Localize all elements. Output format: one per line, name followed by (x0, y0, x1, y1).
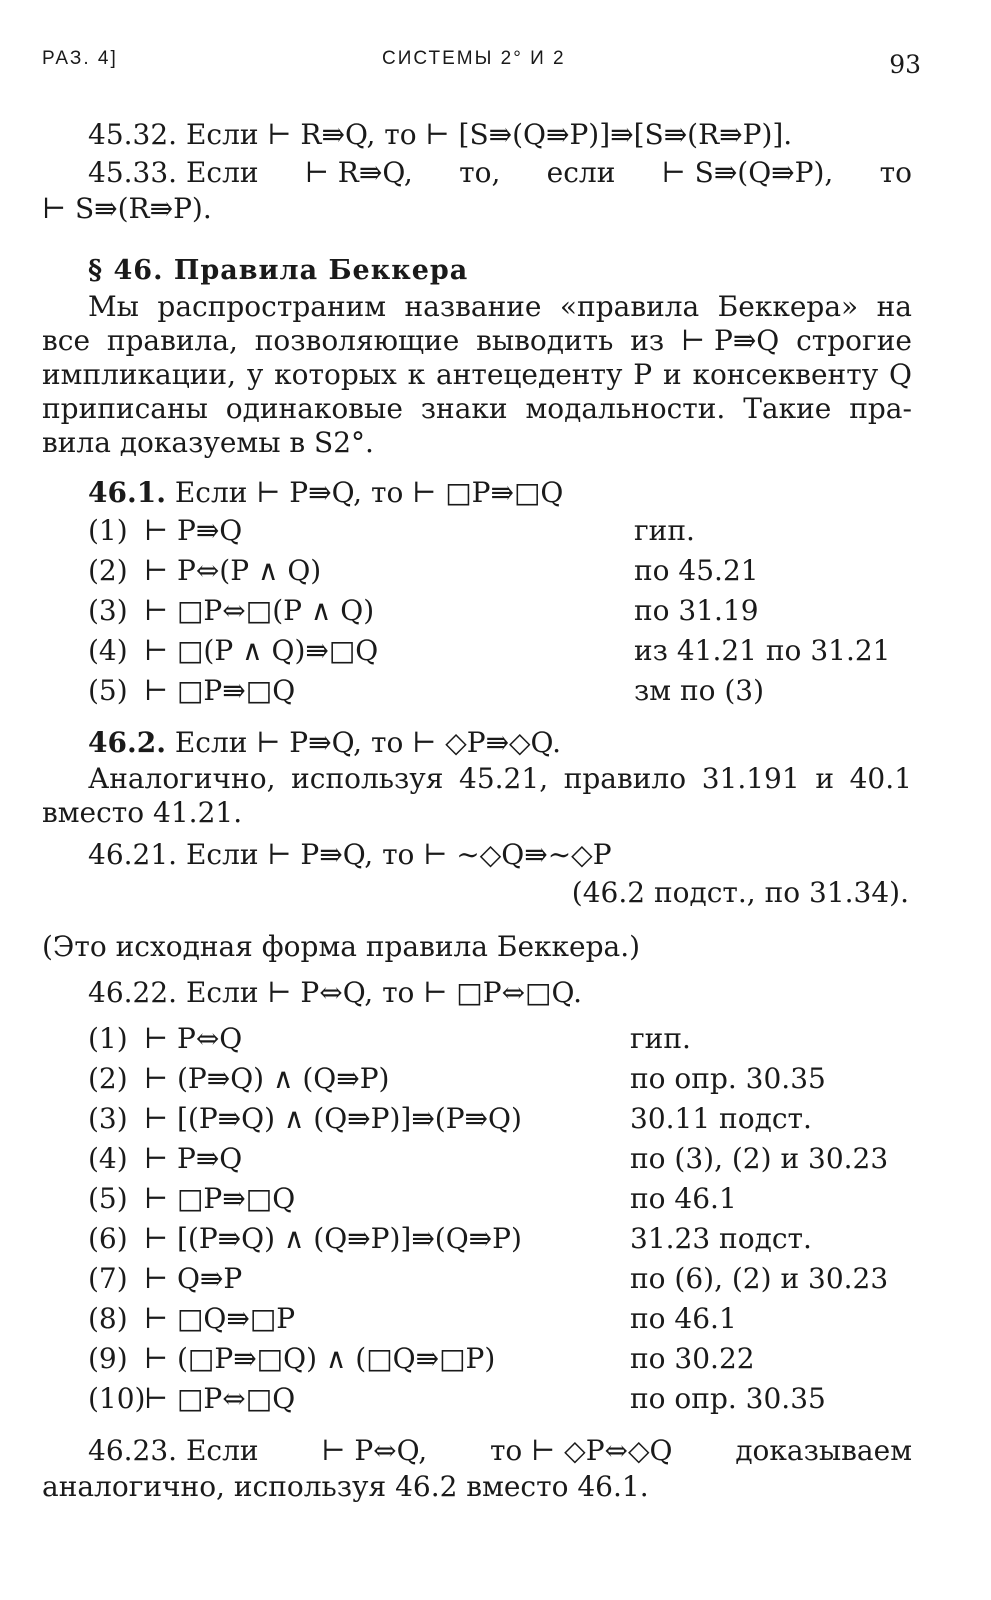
theorem-number: 46.1. (88, 476, 166, 509)
proof-step (88, 1302, 918, 1342)
word: Q (889, 358, 912, 391)
step-justification: зм по (3) (634, 674, 765, 707)
step-formula: ⊢ (P⇛Q) ∧ (Q⇛P) (144, 1062, 390, 1095)
step-formula: ⊢ [(P⇛Q) ∧ (Q⇛P)]⇛(Q⇛P) (144, 1222, 522, 1255)
word: 45.21, (459, 762, 549, 795)
word: если (546, 156, 616, 189)
word: используя (291, 762, 444, 795)
proof-step (88, 1102, 918, 1142)
step-number: (1) (88, 1022, 128, 1055)
word: к (407, 358, 426, 391)
word: у (246, 358, 264, 391)
step-formula: ⊢ P⇔(P ∧ Q) (144, 554, 322, 587)
header-chapter-title: СИСТЕМЫ 2° И 2 (382, 48, 566, 69)
remark: (Это исходная форма правила Беккера.) (42, 930, 641, 963)
word: модальности. (525, 392, 726, 425)
proof-step (88, 1262, 918, 1302)
step-formula: ⊢ □Q⇛□P (144, 1302, 296, 1335)
step-formula: ⊢ P⇔Q (144, 1022, 243, 1055)
step-justification: по 46.1 (630, 1182, 737, 1215)
theorem-46-2-note-line-2: вместо 41.21. (42, 796, 243, 829)
step-number: (4) (88, 1142, 128, 1175)
word: которых (274, 358, 397, 391)
word: консеквенту (692, 358, 879, 391)
step-justification: по 31.19 (634, 594, 759, 627)
word: 40.1 (849, 762, 912, 795)
word: то, (459, 156, 501, 189)
step-number: (2) (88, 554, 128, 587)
proof-step (88, 674, 918, 714)
proof-step (88, 1382, 918, 1422)
paragraph-line-2 (42, 324, 912, 358)
word: позволяющие (254, 324, 460, 357)
step-formula: ⊢ □P⇛□Q (144, 1182, 296, 1215)
proof-step (88, 1182, 918, 1222)
theorem-number: 46.2. (88, 726, 166, 759)
word: то (879, 156, 912, 189)
step-justification: гип. (630, 1022, 691, 1055)
theorem-46-21: 46.21. Если ⊢ P⇛Q, то ⊢ ∼◇Q⇛∼◇P (88, 838, 612, 871)
step-number: (7) (88, 1262, 128, 1295)
word: P (633, 358, 653, 391)
word: доказываем (735, 1434, 912, 1467)
paragraph-line-3 (42, 358, 912, 392)
step-justification: из 41.21 по 31.21 (634, 634, 891, 667)
word: на (876, 290, 912, 323)
paragraph-line-1 (42, 290, 912, 324)
word: и (662, 358, 682, 391)
step-formula: ⊢ P⇛Q (144, 1142, 243, 1175)
word: приписаны (42, 392, 208, 425)
paragraph-line-5: вила доказуемы в S2°. (42, 426, 374, 459)
proof-step (88, 1222, 918, 1262)
word: и (815, 762, 834, 795)
step-number: (6) (88, 1222, 128, 1255)
theorem-46-23-line-2: аналогично, используя 46.2 вместо 46.1. (42, 1470, 649, 1503)
word: ⊢ S⇛(Q⇛P), (661, 156, 834, 189)
step-number: (1) (88, 514, 128, 547)
proof-step (88, 1062, 918, 1102)
word: выводить (476, 324, 614, 357)
step-justification: по опр. 30.35 (630, 1062, 826, 1095)
step-number: (5) (88, 674, 128, 707)
step-justification: по 45.21 (634, 554, 759, 587)
theorem-statement: Если ⊢ P⇛Q, то ⊢ ◇P⇛◇Q. (174, 726, 562, 759)
step-formula: ⊢ □P⇛□Q (144, 674, 296, 707)
step-number: (10) (88, 1382, 146, 1415)
step-formula: ⊢ □P⇔□Q (144, 1382, 296, 1415)
step-number: (8) (88, 1302, 128, 1335)
theorem-45-33-line-1 (42, 156, 912, 190)
word: импликации, (42, 358, 236, 391)
word: одинаковые (225, 392, 403, 425)
running-head (42, 44, 921, 84)
theorem-46-2 (88, 726, 561, 760)
word: все (42, 324, 91, 357)
proof-step (88, 1022, 918, 1062)
step-justification: по (3), (2) и 30.23 (630, 1142, 889, 1175)
step-justification: по (6), (2) и 30.23 (630, 1262, 889, 1295)
step-formula: ⊢ □P⇔□(P ∧ Q) (144, 594, 375, 627)
section-heading: § 46. Правила Беккера (88, 255, 469, 286)
word: правило (563, 762, 687, 795)
word: распространим (157, 290, 387, 323)
word: строгие (796, 324, 912, 357)
step-number: (3) (88, 594, 128, 627)
word: ⊢ P⇔Q, (321, 1434, 428, 1467)
word: «правила (559, 290, 700, 323)
word: 31.191 (701, 762, 800, 795)
step-formula: ⊢ Q⇛P (144, 1262, 243, 1295)
step-justification: гип. (634, 514, 695, 547)
step-number: (2) (88, 1062, 128, 1095)
step-formula: ⊢ □(P ∧ Q)⇛□Q (144, 634, 379, 667)
step-justification: по опр. 30.35 (630, 1382, 826, 1415)
step-formula: ⊢ P⇛Q (144, 514, 243, 547)
step-number: (4) (88, 634, 128, 667)
proof-step (88, 594, 918, 634)
step-justification: 31.23 подст. (630, 1222, 812, 1255)
proof-step (88, 634, 918, 674)
proof-step (88, 1342, 918, 1382)
theorem-45-33-line-2: ⊢ S⇛(R⇛P). (42, 192, 212, 225)
step-number: (9) (88, 1342, 128, 1375)
paragraph-line-4 (42, 392, 912, 426)
word: 46.23. Если (88, 1434, 259, 1467)
word: правила, (106, 324, 238, 357)
theorem-46-2-note-line-1 (42, 762, 912, 796)
proof-46-22 (88, 1022, 918, 1422)
header-section-ref: РАЗ. 4] (42, 48, 118, 69)
word: пра- (849, 392, 912, 425)
proof-step (88, 554, 918, 594)
theorem-46-1 (88, 476, 563, 510)
theorem-statement: Если ⊢ P⇛Q, то ⊢ □P⇛□Q (174, 476, 564, 509)
word: название (404, 290, 542, 323)
word: из (630, 324, 665, 357)
word: то ⊢ ◇P⇔◇Q (489, 1434, 673, 1467)
word: знаки (420, 392, 508, 425)
word: Мы (88, 290, 139, 323)
proof-step (88, 514, 918, 554)
word: Беккера» (717, 290, 859, 323)
step-formula: ⊢ [(P⇛Q) ∧ (Q⇛P)]⇛(P⇛Q) (144, 1102, 522, 1135)
theorem-46-23-line-1 (42, 1434, 912, 1468)
word: 45.33. Если (88, 156, 259, 189)
step-number: (5) (88, 1182, 128, 1215)
word: антецеденту (436, 358, 623, 391)
step-justification: по 46.1 (630, 1302, 737, 1335)
proof-step (88, 1142, 918, 1182)
proof-46-1 (88, 514, 918, 714)
word: ⊢ P⇛Q (681, 324, 780, 357)
theorem-46-22: 46.22. Если ⊢ P⇔Q, то ⊢ □P⇔□Q. (88, 976, 582, 1009)
word: ⊢ R⇛Q, (304, 156, 413, 189)
word: Такие (743, 392, 832, 425)
page-number: 93 (889, 50, 921, 79)
word: Аналогично, (88, 762, 276, 795)
theorem-45-32: 45.32. Если ⊢ R⇛Q, то ⊢ [S⇛(Q⇛P)]⇛[S⇛(R⇛P)]. (88, 118, 793, 151)
step-justification: 30.11 подст. (630, 1102, 812, 1135)
step-formula: ⊢ (□P⇛□Q) ∧ (□Q⇛□P) (144, 1342, 496, 1375)
step-justification: по 30.22 (630, 1342, 755, 1375)
theorem-46-21-ref: (46.2 подст., по 31.34). (571, 876, 909, 909)
step-number: (3) (88, 1102, 128, 1135)
